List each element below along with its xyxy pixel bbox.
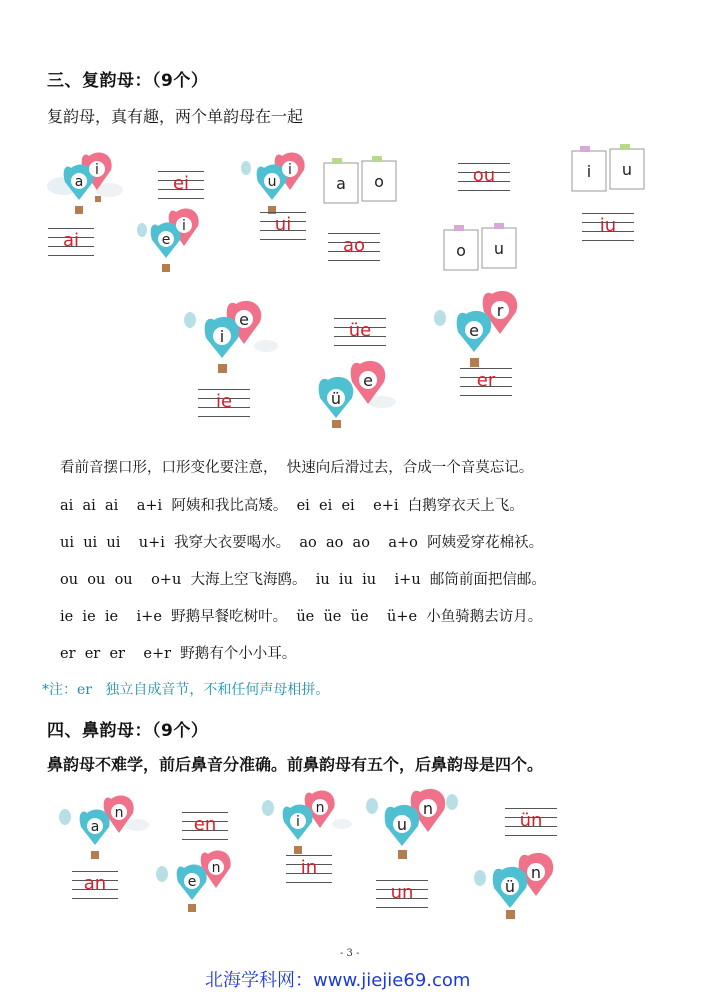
balloon-letter: e xyxy=(469,321,479,340)
section-4-title: 四、鼻韵母：（9个） xyxy=(47,721,209,741)
grid-ui: ui xyxy=(260,212,306,239)
grid-ie: ie xyxy=(198,389,250,416)
grid-ue: üe xyxy=(334,318,386,345)
section-4-subtitle: 鼻韵母不难学，前后鼻音分准确。前鼻韵母有五个，后鼻韵母是四个。 xyxy=(47,755,544,774)
balloon-letter: i xyxy=(288,162,292,178)
balloon-letter: e xyxy=(187,874,197,890)
grid-en: en xyxy=(182,812,228,839)
balloon-pair-a-i xyxy=(45,150,125,220)
balloon-letter: n xyxy=(530,863,542,882)
rhyme-line: er er er e+r 野鹅有个小小耳。 xyxy=(60,646,297,662)
balloon-pair-u-umlaut-n xyxy=(470,852,565,922)
balloon-pair-i-e xyxy=(180,300,280,380)
rhyme-line: ie ie ie i+e 野鹅早餐吃树叶。 üe üe üe ü+e 小鱼骑鹅去访月。 xyxy=(60,609,543,625)
card-letter: i xyxy=(586,162,592,181)
grid-an: an xyxy=(72,871,118,898)
balloon-letter: a xyxy=(90,819,100,835)
balloon-letter: e xyxy=(239,310,249,329)
note: *注：er 独立自成音节，不和任何声母相拼。 xyxy=(42,682,330,698)
balloon-letter: n xyxy=(422,799,434,818)
page-number: - 3 - xyxy=(340,948,360,959)
balloon-letter: e xyxy=(363,371,373,390)
card-pair-i-u xyxy=(568,143,650,198)
grid-in: in xyxy=(286,855,332,882)
card-pair-a-o xyxy=(320,155,400,210)
card-letter: u xyxy=(493,239,505,258)
balloon-pair-u-umlaut-e xyxy=(298,360,398,430)
balloon-letter: u xyxy=(267,174,277,190)
balloon-letter: i xyxy=(182,218,186,234)
balloon-letter: r xyxy=(496,301,504,320)
balloon-pair-a-n xyxy=(55,795,150,865)
balloon-pair-i-n xyxy=(258,790,353,860)
card-letter: u xyxy=(621,160,633,179)
balloon-letter: i xyxy=(296,814,300,830)
balloon-letter: i xyxy=(95,162,99,178)
grid-un: un xyxy=(376,880,428,907)
grid-er: er xyxy=(460,368,512,395)
card-pair-o-u xyxy=(440,222,522,277)
balloon-letter: n xyxy=(114,805,124,821)
balloon-letter: n xyxy=(315,800,325,816)
balloon-pair-e-i xyxy=(130,208,210,273)
intro-line: 看前音摆口形，口形变化要注意， 快速向后滑过去，合成一个音莫忘记。 xyxy=(60,460,534,476)
grid-ei: ei xyxy=(158,171,204,198)
balloon-pair-u-n xyxy=(362,788,462,863)
balloon-letter: i xyxy=(219,327,225,346)
rhyme-line: ui ui ui u+i 我穿大衣要喝水。 ao ao ao a+o 阿姨爱穿花棉袄。 xyxy=(60,535,544,551)
section-3-subtitle: 复韵母，真有趣，两个单韵母在一起 xyxy=(47,107,304,126)
balloon-pair-e-n xyxy=(152,850,242,915)
balloon-pair-e-r xyxy=(430,290,530,370)
rhyme-line: ai ai ai a+i 阿姨和我比高矮。 ei ei ei e+i 白鹅穿衣天上飞。 xyxy=(60,498,524,514)
balloon-letter: a xyxy=(74,174,84,190)
balloon-pair-u-i xyxy=(236,150,316,220)
rhyme-line: ou ou ou o+u 大海上空飞海鸥。 iu iu iu i+u 邮筒前面把信邮。 xyxy=(60,572,546,588)
grid-ao: ao xyxy=(328,233,380,260)
balloon-letter: ü xyxy=(504,877,516,896)
grid-ai: ai xyxy=(48,228,94,255)
balloon-letter: n xyxy=(211,860,221,876)
grid-un-umlaut: ün xyxy=(505,808,557,835)
card-letter: a xyxy=(336,174,346,193)
card-letter: o xyxy=(456,241,466,260)
section-3-title: 三、复韵母：（9个） xyxy=(47,71,209,91)
card-letter: o xyxy=(374,172,384,191)
balloon-letter: u xyxy=(396,815,408,834)
grid-iu: iu xyxy=(582,213,634,240)
footer-watermark: 北海学科网：www.jiejie69.com xyxy=(205,970,471,991)
balloon-letter: ü xyxy=(330,389,342,408)
grid-ou: ou xyxy=(458,163,510,190)
balloon-letter: e xyxy=(161,232,171,248)
